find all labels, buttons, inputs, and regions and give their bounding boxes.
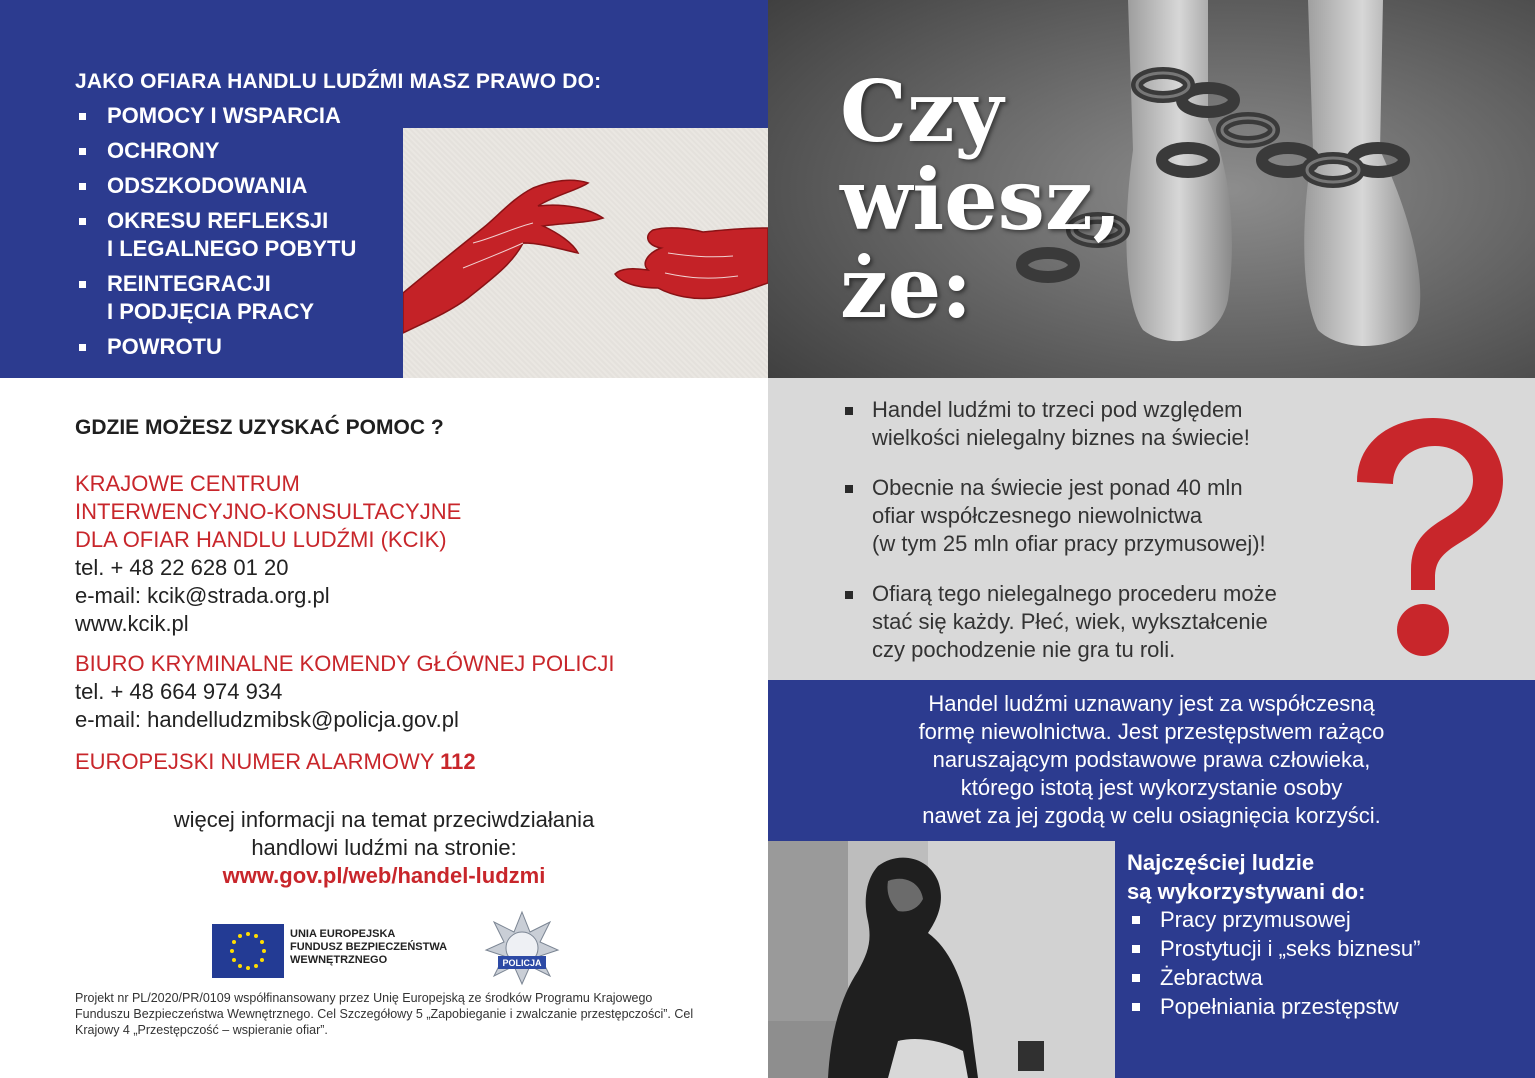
fact-line: Ofiarą tego nielegalnego procederu może xyxy=(872,581,1277,606)
exploitation-item: Prostytucji i „seks biznesu” xyxy=(1132,934,1420,963)
rights-item-line: POWROTU xyxy=(107,334,222,359)
eu-text-line: WEWNĘTRZNEGO xyxy=(290,954,388,966)
project-footnote: Projekt nr PL/2020/PR/0109 współfinansowany przez Unię Europejską ze środków Programu Krajowego Funduszu Bezpieczeństwa Wewnętrznego. Cel Szczegółowy 5 „Zapobieganie i zwalczanie przestępczości”. Cel Krajowy 4 „Przestępczość – wspieranie ofiar”. xyxy=(75,991,694,1037)
kcik-email[interactable]: e-mail: kcik@strada.org.pl xyxy=(75,583,330,608)
police-star-logo-icon xyxy=(484,910,560,986)
begging-woman-photo xyxy=(768,841,1115,1078)
rights-item xyxy=(75,102,356,130)
title-line: wiesz, xyxy=(840,150,1122,249)
police-phone: tel. + 48 664 974 934 xyxy=(75,679,283,704)
help-heading: GDZIE MOŻESZ UZYSKAĆ POMOC ? xyxy=(75,416,444,439)
alarm-number: 112 xyxy=(440,749,476,774)
alarm-number-line xyxy=(75,749,476,775)
more-info-block xyxy=(0,806,768,890)
rights-item-line: OCHRONY xyxy=(107,138,220,163)
fact-line: (w tym 25 mln ofiar pracy przymusowej)! xyxy=(872,531,1266,556)
police-email[interactable]: e-mail: handelludzmibsk@policja.gov.pl xyxy=(75,707,459,732)
police-logo-text: POLICJA xyxy=(502,958,542,968)
definition-text xyxy=(768,690,1535,830)
rights-item xyxy=(75,207,356,263)
definition-line: nawet za jej zgodą w celu osiagnięcia korzyści. xyxy=(922,803,1381,828)
exploitation-item: Popełniania przestępstw xyxy=(1132,992,1420,1021)
org-name-line: KRAJOWE CENTRUM xyxy=(75,471,300,496)
fact-item xyxy=(845,396,1277,452)
definition-line: Handel ludźmi uznawany jest za współczesną xyxy=(928,691,1375,716)
org-name-line: BIURO KRYMINALNE KOMENDY GŁÓWNEJ POLICJI xyxy=(75,651,615,676)
more-info-link[interactable]: www.gov.pl/web/handel-ludzmi xyxy=(222,863,546,888)
fact-line: wielkości nielegalny biznes na świecie! xyxy=(872,425,1250,450)
title-line: że: xyxy=(840,238,973,337)
rights-item-line: OKRESU REFLEKSJI xyxy=(107,208,329,233)
exploitation-heading-line: Najczęściej ludzie xyxy=(1127,850,1315,875)
rights-item-line: I PODJĘCIA PRACY xyxy=(107,299,315,324)
hands-icon xyxy=(403,128,768,378)
rights-item-line: REINTEGRACJI xyxy=(107,271,271,296)
rights-item xyxy=(75,270,356,326)
exploitation-list xyxy=(1132,905,1420,1021)
org-name-line: INTERWENCYJNO-KONSULTACYJNE xyxy=(75,499,462,524)
question-mark-head-icon xyxy=(1345,410,1515,660)
eu-fund-logo-text xyxy=(290,928,447,967)
rights-item-line: I LEGALNEGO POBYTU xyxy=(107,236,357,261)
definition-line: naruszającym podstawowe prawa człowieka, xyxy=(932,747,1371,772)
exploitation-item: Pracy przymusowej xyxy=(1132,905,1420,934)
police-contact-block xyxy=(75,650,615,734)
eu-text-line: UNIA EUROPEJSKA xyxy=(290,928,396,940)
fact-line: stać się każdy. Płeć, wiek, wykształcenie xyxy=(872,609,1268,634)
rights-item-line: ODSZKODOWANIA xyxy=(107,173,308,198)
definition-line: którego istotą jest wykorzystanie osoby xyxy=(960,775,1343,800)
rights-item xyxy=(75,172,356,200)
org-name-line: DLA OFIAR HANDLU LUDŹMI (KCIK) xyxy=(75,527,447,552)
exploitation-heading xyxy=(1127,848,1365,906)
rights-item xyxy=(75,137,356,165)
fact-item xyxy=(845,474,1277,558)
facts-list xyxy=(845,396,1277,686)
definition-line: formę niewolnictwa. Jest przestępstwem rażąco xyxy=(918,719,1385,744)
alarm-label: EUROPEJSKI NUMER ALARMOWY xyxy=(75,749,434,774)
eu-flag-icon xyxy=(212,924,284,978)
did-you-know-title xyxy=(840,62,1122,337)
rights-list xyxy=(75,102,356,368)
rights-item xyxy=(75,333,356,361)
fact-item xyxy=(845,580,1277,664)
exploitation-heading-line: są wykorzystywani do: xyxy=(1127,879,1366,904)
eu-text-line: FUNDUSZ BEZPIECZEŃSTWA xyxy=(290,941,448,953)
rights-heading: JAKO OFIARA HANDLU LUDŹMI MASZ PRAWO DO: xyxy=(75,70,602,93)
fact-line: Handel ludźmi to trzeci pod względem xyxy=(872,397,1243,422)
fact-line: czy pochodzenie nie gra tu roli. xyxy=(872,637,1176,662)
fact-line: Obecnie na świecie jest ponad 40 mln xyxy=(872,475,1243,500)
kcik-website[interactable]: www.kcik.pl xyxy=(75,611,189,636)
exploitation-item: Żebractwa xyxy=(1132,963,1420,992)
rights-item-line: POMOCY I WSPARCIA xyxy=(107,103,341,128)
fact-line: ofiar współczesnego niewolnictwa xyxy=(872,503,1203,528)
kcik-phone: tel. + 48 22 628 01 20 xyxy=(75,555,289,580)
title-line: Czy xyxy=(840,62,1004,161)
more-info-line: handlowi ludźmi na stronie: xyxy=(251,835,517,860)
reaching-hands-illustration xyxy=(403,128,768,378)
kcik-contact-block xyxy=(75,470,461,638)
more-info-line: więcej informacji na temat przeciwdziałania xyxy=(173,807,595,832)
